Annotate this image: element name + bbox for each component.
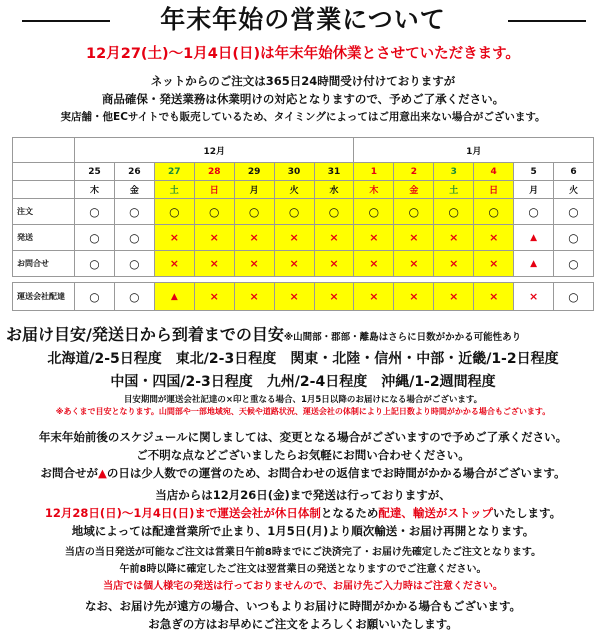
- shipping-line-2: [0, 504, 606, 522]
- closing-line-2: お急ぎの方はお早めにご注文をよろしくお願いいたします。: [148, 617, 458, 631]
- date-cell: 3: [434, 163, 474, 181]
- status-closed-cell: ×: [354, 251, 394, 277]
- date-cell: 4: [474, 163, 514, 181]
- weekday-label-cell: [13, 181, 75, 199]
- shipping-line-2-red-2: 配達、輸送がストップ: [378, 506, 494, 520]
- status-closed-cell: ×: [154, 251, 194, 277]
- title-row: [0, 4, 606, 36]
- schedule-line-3-post: の日は少人数での運営のため、お問合わせの返信までお時間がかかる場合がございます。: [106, 466, 566, 480]
- status-closed-cell: ×: [194, 283, 234, 311]
- status-open-cell: ○: [75, 199, 115, 225]
- weekday-cell: 金: [114, 181, 154, 199]
- page-title: 年末年始の営業について: [160, 5, 446, 34]
- status-closed-cell: ×: [394, 283, 434, 311]
- delivery-heading-note: ※山間部・郡部・離島はさらに日数がかかる可能性あり: [283, 332, 522, 343]
- date-row: [13, 163, 594, 181]
- weekday-cell: 日: [194, 181, 234, 199]
- status-closed-cell: ×: [434, 225, 474, 251]
- delivery-estimate-1: 北海道/2-5日程度 東北/2-3日程度 関東・北陸・信州・中部・近畿/1-2日程度: [47, 351, 559, 367]
- status-closed-cell: ×: [274, 251, 314, 277]
- status-closed-cell: ×: [434, 251, 474, 277]
- weekday-cell: 土: [434, 181, 474, 199]
- status-closed-cell: ×: [474, 283, 514, 311]
- status-closed-cell: ×: [394, 251, 434, 277]
- shipping-row: [13, 225, 594, 251]
- status-limited-cell: ▲: [154, 283, 194, 311]
- month-december: 12月: [75, 138, 354, 163]
- date-cell: 26: [114, 163, 154, 181]
- date-cell: 25: [75, 163, 115, 181]
- carrier-row: [13, 283, 594, 311]
- status-closed-cell: ×: [474, 225, 514, 251]
- status-open-cell: ○: [114, 251, 154, 277]
- shipping-text: [0, 486, 606, 540]
- status-limited-cell: ▲: [514, 251, 554, 277]
- same-day-text: [0, 544, 606, 595]
- weekday-cell: 日: [474, 181, 514, 199]
- schedule-line-3: [0, 464, 606, 482]
- status-open-cell: ○: [194, 199, 234, 225]
- schedule-line-3-pre: お問合せが: [40, 466, 98, 480]
- intro-line-3: 実店舗・他ECサイトでも販売しているため、タイミングによってはご用意出来ない場合がございます。: [60, 111, 546, 123]
- holiday-notice: 12月27(土)〜1月4日(日)は年末年始休業とさせていただきます。: [86, 46, 520, 62]
- date-cell: 6: [554, 163, 594, 181]
- intro-line-1: ネットからのご注文は365日24時間受け付けておりますが: [150, 74, 456, 88]
- date-cell: 30: [274, 163, 314, 181]
- holiday-calendar: [12, 137, 594, 311]
- status-closed-cell: ×: [234, 251, 274, 277]
- status-open-cell: ○: [554, 225, 594, 251]
- status-closed-cell: ×: [314, 251, 354, 277]
- month-january: 1月: [354, 138, 594, 163]
- status-closed-cell: ×: [154, 225, 194, 251]
- weekday-cell: 月: [514, 181, 554, 199]
- status-open-cell: ○: [75, 283, 115, 311]
- status-limited-cell: ▲: [514, 225, 554, 251]
- status-open-cell: ○: [274, 199, 314, 225]
- row-label: 発送: [13, 225, 75, 251]
- status-open-cell: ○: [114, 199, 154, 225]
- closing-line-1: なお、お届け先が遠方の場合、いつもよりお届けに時間がかかる場合もございます。: [84, 599, 522, 613]
- status-open-cell: ○: [114, 283, 154, 311]
- date-cell: 1: [354, 163, 394, 181]
- schedule-line-1: 年末年始前後のスケジュールに関しましては、変更となる場合がございますので予めご了承ください。: [38, 430, 568, 444]
- date-cell: 5: [514, 163, 554, 181]
- status-open-cell: ○: [554, 283, 594, 311]
- same-day-line-3: 当店では個人様宅の発送は行っておりませんので、お届け先ご入力時はご注意ください。: [103, 581, 503, 592]
- shipping-line-2-mid: となるため: [320, 506, 379, 520]
- schedule-line-2: ご不明な点などございましたらお気軽にお問い合わせください。: [136, 448, 470, 462]
- status-open-cell: ○: [234, 199, 274, 225]
- delivery-note-2: ※あくまで目安となります。山間部や一部地域宛、天候や道路状況、運送会社の体制により上記日数より時間がかかる場合もございます。: [55, 407, 551, 416]
- status-open-cell: ○: [434, 199, 474, 225]
- status-open-cell: ○: [314, 199, 354, 225]
- status-closed-cell: ×: [394, 225, 434, 251]
- delivery-estimate-2: 中国・四国/2-3日程度 九州/2-4日程度 沖縄/1-2週間程度: [110, 374, 496, 390]
- status-open-cell: ○: [354, 199, 394, 225]
- date-cell: 28: [194, 163, 234, 181]
- status-open-cell: ○: [394, 199, 434, 225]
- weekday-cell: 木: [354, 181, 394, 199]
- shipping-line-2-end: いたします。: [493, 506, 562, 520]
- title-divider-right: [508, 20, 586, 22]
- status-closed-cell: ×: [234, 283, 274, 311]
- status-closed-cell: ×: [354, 225, 394, 251]
- status-open-cell: ○: [474, 199, 514, 225]
- status-open-cell: ○: [554, 251, 594, 277]
- status-closed-cell: ×: [434, 283, 474, 311]
- status-open-cell: ○: [75, 225, 115, 251]
- shipping-line-3: 地域によっては配達営業所で止まり、1月5日(月)より順次輸送・お届け再開となります。: [71, 524, 535, 538]
- status-closed-cell: ×: [314, 225, 354, 251]
- status-closed-cell: ×: [474, 251, 514, 277]
- delivery-heading: [6, 322, 606, 345]
- date-cell: 2: [394, 163, 434, 181]
- delivery-heading-main: お届け目安/発送日から到着までの目安: [6, 325, 284, 344]
- inquiry-row: [13, 251, 594, 277]
- triangle-mark: ▲: [98, 466, 107, 480]
- schedule-text: [0, 428, 606, 482]
- weekday-cell: 金: [394, 181, 434, 199]
- status-closed-cell: ×: [194, 225, 234, 251]
- row-label: 注文: [13, 199, 75, 225]
- closing-text: [0, 597, 606, 633]
- status-closed-cell: ×: [274, 283, 314, 311]
- weekday-cell: 火: [554, 181, 594, 199]
- weekday-row: [13, 181, 594, 199]
- status-open-cell: ○: [554, 199, 594, 225]
- status-open-cell: ○: [75, 251, 115, 277]
- date-cell: 31: [314, 163, 354, 181]
- status-closed-cell: ×: [354, 283, 394, 311]
- shipping-line-1: 当店からは12月26日(金)まで発送は行っておりますが、: [155, 488, 451, 502]
- delivery-note-1: 目安期間が運送会社記達の×印と重なる場合、1月5日以降のお届けになる場合がございます。: [123, 395, 483, 405]
- same-day-line-2: 午前8時以降に確定したご注文は翌営業日の発送となりますのでご注意ください。: [119, 564, 487, 575]
- weekday-cell: 水: [314, 181, 354, 199]
- status-open-cell: ○: [514, 199, 554, 225]
- date-cell: 29: [234, 163, 274, 181]
- row-label: お問合せ: [13, 251, 75, 277]
- weekday-cell: 土: [154, 181, 194, 199]
- status-open-cell: ○: [114, 225, 154, 251]
- date-label-cell: [13, 163, 75, 181]
- order-row: [13, 199, 594, 225]
- weekday-cell: 月: [234, 181, 274, 199]
- weekday-cell: 木: [75, 181, 115, 199]
- shipping-line-2-red-1: 12月28日(日)〜1月4日(日)まで運送会社が休日体制: [44, 506, 321, 520]
- status-open-cell: ○: [154, 199, 194, 225]
- row-label: 運送会社配達: [13, 283, 75, 311]
- status-closed-cell: ×: [274, 225, 314, 251]
- intro-line-2: 商品確保・発送業務は休業明けの対応となりますので、予めご了承ください。: [101, 92, 505, 106]
- weekday-cell: 火: [274, 181, 314, 199]
- status-closed-cell: ×: [234, 225, 274, 251]
- intro-text: [0, 72, 606, 126]
- status-closed-cell: ×: [314, 283, 354, 311]
- same-day-line-1: 当店の当日発送が可能なご注文は営業日午前8時までにご決済完了・お届け先確定したご注文となります。: [64, 547, 542, 558]
- date-cell: 27: [154, 163, 194, 181]
- corner-cell: [13, 138, 75, 163]
- month-row: [13, 138, 594, 163]
- status-closed-cell: ×: [194, 251, 234, 277]
- status-closed-cell: ×: [514, 283, 554, 311]
